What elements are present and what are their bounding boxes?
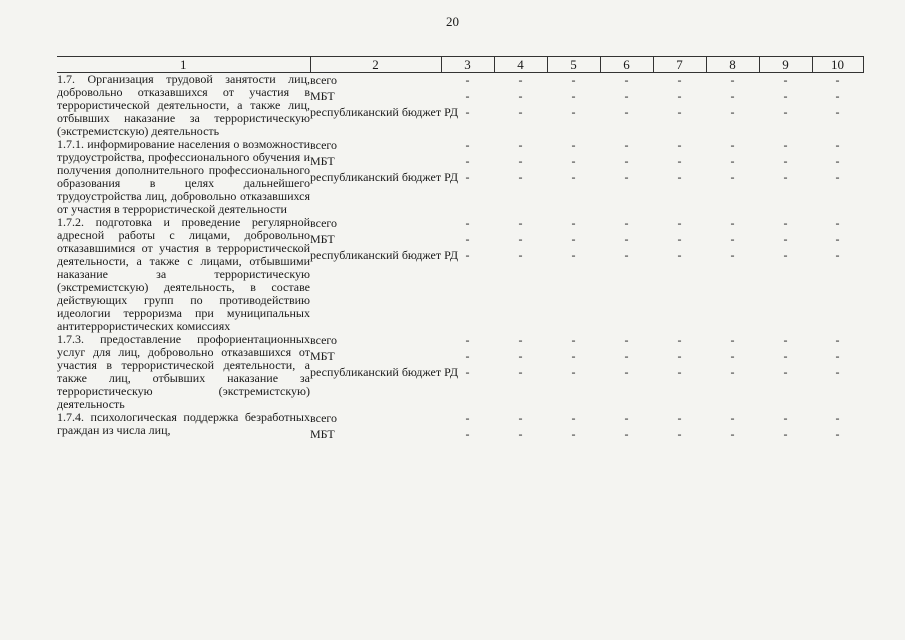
value-cell <box>547 216 600 333</box>
empty-value: - <box>518 427 523 441</box>
empty-value: - <box>465 154 470 168</box>
empty-value: - <box>730 333 735 347</box>
empty-value: - <box>835 89 840 103</box>
funding-source: всего <box>310 411 338 425</box>
empty-value: - <box>835 105 840 119</box>
funding-sources <box>310 73 459 139</box>
activity-name: 1.7.2. подготовка и проведение регулярной адресной работы с лицами, добровольно отказавшимися от участия в террористической деятельности, а также с лицами, отбывшими наказание за террористическую (экстремистскую) деятельность, в составе действующих групп по противодействию идеологии терроризма при муниципальных антитеррористических комиссиях <box>57 215 310 333</box>
empty-value: - <box>518 411 523 425</box>
empty-value: - <box>730 365 735 379</box>
value-cell <box>494 138 547 216</box>
empty-value: - <box>783 73 788 87</box>
empty-value: - <box>518 248 523 262</box>
funding-source: МБТ <box>310 154 335 168</box>
value-cell <box>653 333 706 411</box>
value-cell <box>600 216 653 333</box>
table-row <box>57 73 863 139</box>
empty-value: - <box>518 232 523 246</box>
empty-value: - <box>465 427 470 441</box>
empty-value: - <box>783 138 788 152</box>
value-cell <box>759 216 812 333</box>
empty-value: - <box>518 138 523 152</box>
page-number: 20 <box>446 14 459 29</box>
column-header-10: 10 <box>812 57 863 73</box>
empty-value: - <box>571 89 576 103</box>
empty-value: - <box>465 365 470 379</box>
empty-value: - <box>518 154 523 168</box>
empty-value: - <box>730 232 735 246</box>
value-cell <box>600 73 653 139</box>
empty-value: - <box>465 349 470 363</box>
empty-value: - <box>783 333 788 347</box>
column-header-4: 4 <box>494 57 547 73</box>
empty-value: - <box>783 427 788 441</box>
value-cell <box>547 333 600 411</box>
empty-value: - <box>730 349 735 363</box>
funding-source: всего <box>310 333 338 347</box>
column-header-2: 2 <box>310 57 441 73</box>
empty-value: - <box>730 105 735 119</box>
empty-value: - <box>465 170 470 184</box>
empty-value: - <box>730 170 735 184</box>
funding-sources <box>310 411 441 443</box>
activity-name: 1.7.4. психологическая поддержка безработных граждан из числа лиц, <box>57 410 310 437</box>
value-cell <box>441 216 494 333</box>
funding-sources <box>310 333 459 411</box>
empty-value: - <box>783 154 788 168</box>
empty-value: - <box>835 154 840 168</box>
empty-value: - <box>677 170 682 184</box>
value-cell <box>547 73 600 139</box>
empty-value: - <box>465 89 470 103</box>
empty-value: - <box>624 349 629 363</box>
empty-value: - <box>783 365 788 379</box>
column-number-row <box>57 57 863 73</box>
value-cell <box>494 216 547 333</box>
empty-value: - <box>518 89 523 103</box>
funding-sources <box>310 138 459 216</box>
budget-table <box>57 56 864 443</box>
empty-value: - <box>518 73 523 87</box>
empty-value: - <box>835 365 840 379</box>
empty-value: - <box>677 105 682 119</box>
funding-source: всего <box>310 73 338 87</box>
empty-value: - <box>518 170 523 184</box>
empty-value: - <box>677 73 682 87</box>
empty-value: - <box>518 216 523 230</box>
value-cell <box>706 73 759 139</box>
value-cell <box>600 333 653 411</box>
empty-value: - <box>783 105 788 119</box>
activity-name: 1.7.1. информирование населения о возможности трудоустройства, профессионального обучения и получения дополнительного профессионального образования в целях дальнейшего трудоустройства лиц, добровольно отказавшихся от участия в террористической деятельности <box>57 137 310 216</box>
value-cell <box>759 138 812 216</box>
funding-source: МБТ <box>310 349 335 363</box>
value-cell <box>759 73 812 139</box>
column-header-7: 7 <box>653 57 706 73</box>
empty-value: - <box>730 154 735 168</box>
value-cell <box>600 411 653 443</box>
value-cell <box>653 216 706 333</box>
empty-value: - <box>624 411 629 425</box>
funding-source: республиканский бюджет РД <box>310 365 459 379</box>
empty-value: - <box>677 411 682 425</box>
empty-value: - <box>835 232 840 246</box>
empty-value: - <box>677 248 682 262</box>
value-cell <box>706 411 759 443</box>
empty-value: - <box>465 333 470 347</box>
empty-value: - <box>624 333 629 347</box>
empty-value: - <box>835 427 840 441</box>
value-cell <box>653 73 706 139</box>
empty-value: - <box>730 89 735 103</box>
empty-value: - <box>465 73 470 87</box>
column-header-3: 3 <box>441 57 494 73</box>
value-cell <box>812 73 863 139</box>
empty-value: - <box>783 89 788 103</box>
empty-value: - <box>571 365 576 379</box>
column-header-6: 6 <box>600 57 653 73</box>
empty-value: - <box>783 216 788 230</box>
activity-name: 1.7.3. предоставление профориентационных услуг для лиц, добровольно отказавшихся от участия в террористической деятельности, а также лиц, отбывших наказание за террористическую (экстремистскую) деятельность <box>57 332 310 411</box>
empty-value: - <box>571 333 576 347</box>
empty-value: - <box>624 105 629 119</box>
column-header-1: 1 <box>57 57 310 73</box>
empty-value: - <box>624 427 629 441</box>
empty-value: - <box>624 73 629 87</box>
funding-source: МБТ <box>310 89 335 103</box>
empty-value: - <box>465 232 470 246</box>
empty-value: - <box>624 248 629 262</box>
value-cell <box>706 138 759 216</box>
empty-value: - <box>730 427 735 441</box>
empty-value: - <box>624 365 629 379</box>
value-cell <box>812 411 863 443</box>
empty-value: - <box>677 365 682 379</box>
value-cell <box>653 138 706 216</box>
empty-value: - <box>677 138 682 152</box>
empty-value: - <box>571 138 576 152</box>
empty-value: - <box>835 248 840 262</box>
funding-source: республиканский бюджет РД <box>310 248 459 262</box>
empty-value: - <box>835 349 840 363</box>
empty-value: - <box>783 349 788 363</box>
table-row <box>57 216 863 333</box>
funding-source: республиканский бюджет РД <box>310 105 459 119</box>
funding-sources <box>310 216 459 333</box>
empty-value: - <box>571 232 576 246</box>
empty-value: - <box>677 333 682 347</box>
empty-value: - <box>624 216 629 230</box>
empty-value: - <box>730 138 735 152</box>
empty-value: - <box>835 138 840 152</box>
table-row <box>57 411 863 443</box>
empty-value: - <box>730 248 735 262</box>
column-header-8: 8 <box>706 57 759 73</box>
value-cell <box>441 411 494 443</box>
empty-value: - <box>835 216 840 230</box>
value-cell <box>706 216 759 333</box>
empty-value: - <box>518 349 523 363</box>
empty-value: - <box>677 232 682 246</box>
empty-value: - <box>677 349 682 363</box>
value-cell <box>759 333 812 411</box>
empty-value: - <box>571 216 576 230</box>
table-row <box>57 333 863 411</box>
value-cell <box>547 138 600 216</box>
funding-source: МБТ <box>310 427 335 441</box>
value-cell <box>547 411 600 443</box>
empty-value: - <box>677 89 682 103</box>
value-cell <box>494 411 547 443</box>
activity-name: 1.7. Организация трудовой занятости лиц, добровольно отказавшихся от участия в террористической деятельности, а также лиц, отбывших наказание за террористическую (экстремистскую) деятельность <box>57 72 310 138</box>
empty-value: - <box>677 216 682 230</box>
value-cell <box>494 73 547 139</box>
empty-value: - <box>624 154 629 168</box>
empty-value: - <box>624 89 629 103</box>
empty-value: - <box>571 105 576 119</box>
empty-value: - <box>571 170 576 184</box>
empty-value: - <box>571 248 576 262</box>
column-header-5: 5 <box>547 57 600 73</box>
empty-value: - <box>624 232 629 246</box>
empty-value: - <box>835 170 840 184</box>
empty-value: - <box>730 73 735 87</box>
empty-value: - <box>783 232 788 246</box>
value-cell <box>812 216 863 333</box>
empty-value: - <box>465 138 470 152</box>
empty-value: - <box>835 411 840 425</box>
empty-value: - <box>835 333 840 347</box>
empty-value: - <box>518 365 523 379</box>
value-cell <box>812 138 863 216</box>
empty-value: - <box>518 333 523 347</box>
empty-value: - <box>624 138 629 152</box>
empty-value: - <box>465 248 470 262</box>
empty-value: - <box>677 427 682 441</box>
value-cell <box>706 333 759 411</box>
value-cell <box>759 411 812 443</box>
value-cell <box>494 333 547 411</box>
column-header-9: 9 <box>759 57 812 73</box>
empty-value: - <box>730 216 735 230</box>
empty-value: - <box>465 105 470 119</box>
empty-value: - <box>571 349 576 363</box>
empty-value: - <box>571 411 576 425</box>
empty-value: - <box>518 105 523 119</box>
value-cell <box>653 411 706 443</box>
funding-source: всего <box>310 216 338 230</box>
empty-value: - <box>783 170 788 184</box>
empty-value: - <box>783 411 788 425</box>
funding-source: республиканский бюджет РД <box>310 170 459 184</box>
empty-value: - <box>465 411 470 425</box>
empty-value: - <box>571 427 576 441</box>
funding-source: МБТ <box>310 232 335 246</box>
value-cell <box>812 333 863 411</box>
empty-value: - <box>571 73 576 87</box>
empty-value: - <box>835 73 840 87</box>
value-cell <box>600 138 653 216</box>
empty-value: - <box>571 154 576 168</box>
empty-value: - <box>465 216 470 230</box>
funding-source: всего <box>310 138 338 152</box>
table-row <box>57 138 863 216</box>
empty-value: - <box>783 248 788 262</box>
empty-value: - <box>730 411 735 425</box>
empty-value: - <box>677 154 682 168</box>
empty-value: - <box>624 170 629 184</box>
